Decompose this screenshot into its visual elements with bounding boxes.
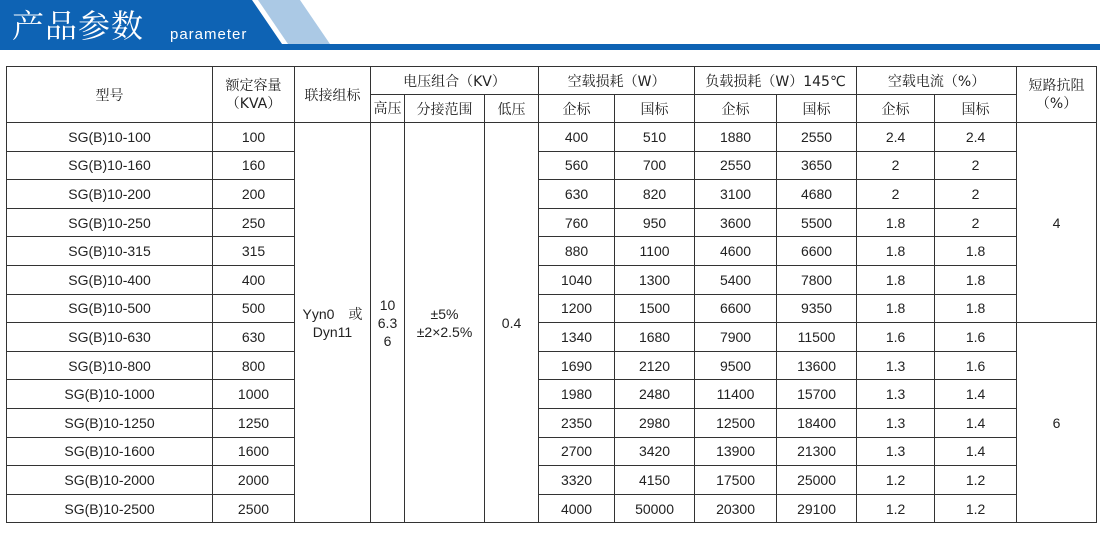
table-row (7, 265, 1097, 294)
load-loss-enterprise-cell: 2550 (695, 151, 777, 180)
noload-current-enterprise-cell: 2.4 (857, 123, 935, 152)
impedance-cell: 6 (1017, 323, 1097, 523)
noload-current-national-cell: 1.2 (935, 466, 1017, 495)
capacity-cell: 2500 (213, 494, 295, 523)
header-noload-loss: 空载损耗（W） (539, 67, 695, 95)
load-loss-enterprise-cell: 1880 (695, 123, 777, 152)
header-noload-loss-enterprise: 企标 (539, 95, 615, 123)
noload-current-enterprise-cell: 1.2 (857, 494, 935, 523)
noload-loss-national-cell: 1500 (615, 294, 695, 323)
load-loss-enterprise-cell: 5400 (695, 265, 777, 294)
model-cell: SG(B)10-2000 (7, 466, 213, 495)
connection-line-1: Yyn0 或 (302, 305, 363, 322)
noload-current-enterprise-cell: 1.3 (857, 437, 935, 466)
load-loss-enterprise-cell: 20300 (695, 494, 777, 523)
tap-value-1: ±5% (430, 305, 459, 322)
noload-loss-enterprise-cell: 4000 (539, 494, 615, 523)
header-connection: 联接组标 (295, 67, 371, 123)
load-loss-enterprise-cell: 9500 (695, 351, 777, 380)
table-row (7, 466, 1097, 495)
model-cell: SG(B)10-100 (7, 123, 213, 152)
noload-loss-enterprise-cell: 1340 (539, 323, 615, 352)
load-loss-national-cell: 7800 (777, 265, 857, 294)
header-noload-loss-national: 国标 (615, 95, 695, 123)
model-cell: SG(B)10-800 (7, 351, 213, 380)
header-hv: 高压 (371, 95, 405, 123)
capacity-cell: 800 (213, 351, 295, 380)
tap-value-2: ±2×2.5% (416, 323, 473, 340)
model-cell: SG(B)10-250 (7, 208, 213, 237)
capacity-cell: 160 (213, 151, 295, 180)
header-tap-range: 分接范围 (405, 95, 485, 123)
noload-loss-national-cell: 1680 (615, 323, 695, 352)
header-noload-current-enterprise: 企标 (857, 95, 935, 123)
banner-subtitle: parameter (170, 26, 248, 43)
table-row (7, 494, 1097, 523)
model-cell: SG(B)10-1600 (7, 437, 213, 466)
capacity-cell: 1000 (213, 380, 295, 409)
header-lv: 低压 (485, 95, 539, 123)
noload-current-enterprise-cell: 1.2 (857, 466, 935, 495)
load-loss-enterprise-cell: 3100 (695, 180, 777, 209)
model-cell: SG(B)10-1000 (7, 380, 213, 409)
load-loss-enterprise-cell: 7900 (695, 323, 777, 352)
noload-loss-national-cell: 820 (615, 180, 695, 209)
table-row (7, 294, 1097, 323)
noload-loss-enterprise-cell: 1980 (539, 380, 615, 409)
load-loss-national-cell: 2550 (777, 123, 857, 152)
noload-current-enterprise-cell: 1.8 (857, 294, 935, 323)
noload-current-enterprise-cell: 1.3 (857, 380, 935, 409)
load-loss-enterprise-cell: 4600 (695, 237, 777, 266)
header-capacity-unit: （KVA） (225, 95, 282, 112)
connection-line-2: Dyn11 (312, 323, 353, 340)
model-cell: SG(B)10-630 (7, 323, 213, 352)
capacity-cell: 1600 (213, 437, 295, 466)
table-row (7, 323, 1097, 352)
noload-loss-national-cell: 3420 (615, 437, 695, 466)
noload-current-national-cell: 1.6 (935, 351, 1017, 380)
noload-loss-national-cell: 2120 (615, 351, 695, 380)
connection-cell (295, 123, 371, 523)
header-model: 型号 (7, 67, 213, 123)
noload-current-national-cell: 2 (935, 180, 1017, 209)
noload-loss-national-cell: 4150 (615, 466, 695, 495)
noload-current-national-cell: 1.8 (935, 294, 1017, 323)
noload-loss-enterprise-cell: 1200 (539, 294, 615, 323)
load-loss-enterprise-cell: 13900 (695, 437, 777, 466)
noload-current-enterprise-cell: 2 (857, 151, 935, 180)
noload-loss-national-cell: 2980 (615, 408, 695, 437)
header-impedance-label: 短路抗阻 (1028, 77, 1085, 94)
header-load-loss-enterprise: 企标 (695, 95, 777, 123)
hv-value-1: 10 (379, 296, 396, 313)
header-capacity-label: 额定容量 (225, 77, 282, 94)
table-row (7, 123, 1097, 152)
header-voltage: 电压组合（KV） (371, 67, 539, 95)
model-cell: SG(B)10-315 (7, 237, 213, 266)
model-cell: SG(B)10-1250 (7, 408, 213, 437)
noload-loss-enterprise-cell: 630 (539, 180, 615, 209)
noload-current-enterprise-cell: 2 (857, 180, 935, 209)
noload-current-national-cell: 2 (935, 151, 1017, 180)
impedance-cell: 4 (1017, 123, 1097, 323)
header-load-loss: 负载损耗（W）145℃ (695, 67, 857, 95)
load-loss-enterprise-cell: 3600 (695, 208, 777, 237)
noload-current-national-cell: 2 (935, 208, 1017, 237)
load-loss-national-cell: 6600 (777, 237, 857, 266)
noload-loss-national-cell: 950 (615, 208, 695, 237)
parameter-table (6, 66, 1097, 523)
noload-loss-enterprise-cell: 2700 (539, 437, 615, 466)
capacity-cell: 630 (213, 323, 295, 352)
header-load-loss-national: 国标 (777, 95, 857, 123)
noload-loss-national-cell: 1300 (615, 265, 695, 294)
load-loss-national-cell: 4680 (777, 180, 857, 209)
noload-current-enterprise-cell: 1.8 (857, 265, 935, 294)
noload-loss-enterprise-cell: 3320 (539, 466, 615, 495)
capacity-cell: 250 (213, 208, 295, 237)
capacity-cell: 100 (213, 123, 295, 152)
capacity-cell: 2000 (213, 466, 295, 495)
noload-loss-national-cell: 50000 (615, 494, 695, 523)
load-loss-national-cell: 25000 (777, 466, 857, 495)
header-impedance (1017, 67, 1097, 123)
model-cell: SG(B)10-400 (7, 265, 213, 294)
load-loss-national-cell: 21300 (777, 437, 857, 466)
header-noload-current-national: 国标 (935, 95, 1017, 123)
table-row (7, 208, 1097, 237)
model-cell: SG(B)10-160 (7, 151, 213, 180)
noload-current-national-cell: 1.4 (935, 408, 1017, 437)
noload-loss-enterprise-cell: 1690 (539, 351, 615, 380)
tap-range-cell (405, 123, 485, 523)
model-cell: SG(B)10-500 (7, 294, 213, 323)
banner-title: 产品参数 (12, 7, 145, 45)
capacity-cell: 200 (213, 180, 295, 209)
noload-loss-enterprise-cell: 1040 (539, 265, 615, 294)
lv-cell: 0.4 (485, 123, 539, 523)
noload-current-national-cell: 1.8 (935, 265, 1017, 294)
noload-loss-enterprise-cell: 760 (539, 208, 615, 237)
load-loss-national-cell: 15700 (777, 380, 857, 409)
model-cell: SG(B)10-2500 (7, 494, 213, 523)
section-banner (0, 0, 1100, 52)
table-row (7, 380, 1097, 409)
load-loss-enterprise-cell: 11400 (695, 380, 777, 409)
capacity-cell: 400 (213, 265, 295, 294)
load-loss-enterprise-cell: 12500 (695, 408, 777, 437)
noload-loss-national-cell: 510 (615, 123, 695, 152)
noload-current-national-cell: 1.8 (935, 237, 1017, 266)
load-loss-national-cell: 29100 (777, 494, 857, 523)
noload-loss-enterprise-cell: 400 (539, 123, 615, 152)
noload-loss-national-cell: 700 (615, 151, 695, 180)
noload-current-enterprise-cell: 1.3 (857, 408, 935, 437)
table-row (7, 437, 1097, 466)
noload-loss-national-cell: 1100 (615, 237, 695, 266)
noload-current-enterprise-cell: 1.8 (857, 237, 935, 266)
load-loss-national-cell: 9350 (777, 294, 857, 323)
hv-cell (371, 123, 405, 523)
noload-current-national-cell: 1.6 (935, 323, 1017, 352)
noload-loss-enterprise-cell: 560 (539, 151, 615, 180)
load-loss-national-cell: 13600 (777, 351, 857, 380)
table-row (7, 237, 1097, 266)
table-body (7, 123, 1097, 523)
hv-value-3: 6 (383, 332, 392, 349)
noload-current-national-cell: 2.4 (935, 123, 1017, 152)
noload-current-enterprise-cell: 1.6 (857, 323, 935, 352)
noload-loss-enterprise-cell: 2350 (539, 408, 615, 437)
noload-current-enterprise-cell: 1.8 (857, 208, 935, 237)
noload-current-national-cell: 1.4 (935, 380, 1017, 409)
load-loss-national-cell: 3650 (777, 151, 857, 180)
noload-current-enterprise-cell: 1.3 (857, 351, 935, 380)
load-loss-enterprise-cell: 6600 (695, 294, 777, 323)
load-loss-national-cell: 11500 (777, 323, 857, 352)
hv-value-2: 6.3 (377, 314, 398, 331)
noload-loss-enterprise-cell: 880 (539, 237, 615, 266)
table-row (7, 151, 1097, 180)
noload-current-national-cell: 1.4 (935, 437, 1017, 466)
header-impedance-unit: （%） (1035, 95, 1078, 112)
table-row (7, 351, 1097, 380)
capacity-cell: 500 (213, 294, 295, 323)
capacity-cell: 1250 (213, 408, 295, 437)
load-loss-national-cell: 18400 (777, 408, 857, 437)
table-row (7, 408, 1097, 437)
noload-loss-national-cell: 2480 (615, 380, 695, 409)
banner-background (0, 0, 1100, 52)
table-row (7, 180, 1097, 209)
load-loss-national-cell: 5500 (777, 208, 857, 237)
header-noload-current: 空载电流（%） (857, 67, 1017, 95)
model-cell: SG(B)10-200 (7, 180, 213, 209)
header-capacity (213, 67, 295, 123)
capacity-cell: 315 (213, 237, 295, 266)
load-loss-enterprise-cell: 17500 (695, 466, 777, 495)
noload-current-national-cell: 1.2 (935, 494, 1017, 523)
